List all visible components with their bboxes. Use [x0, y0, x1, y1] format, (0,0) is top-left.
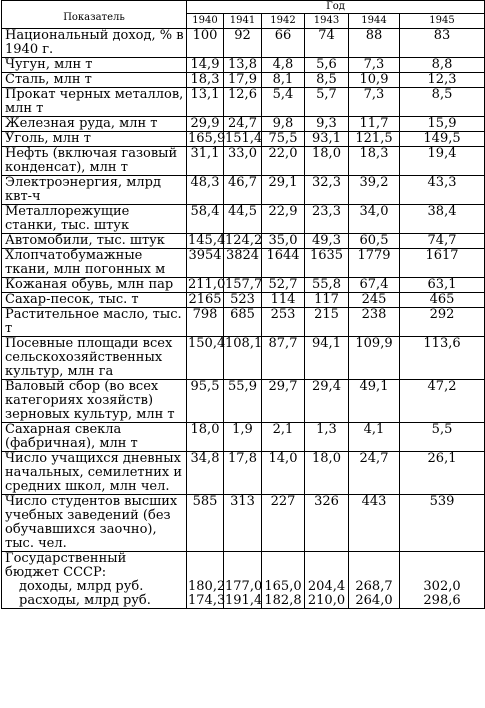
value-cell: 151,4	[225, 131, 263, 146]
table-row	[2, 205, 485, 234]
value-cell: 46,7	[224, 176, 262, 205]
value-cell: 52,7	[262, 278, 305, 293]
value-cell: 215	[305, 308, 349, 337]
value-cell: 87,7	[262, 337, 305, 380]
value-cell: 55,8	[305, 278, 349, 293]
table-row	[2, 308, 485, 337]
value-cell: 93,1	[305, 132, 349, 147]
value-cell: 124,2	[225, 233, 263, 248]
table-row	[2, 29, 485, 58]
value-cell: 67,4	[349, 278, 400, 293]
value-cell: 31,1	[187, 147, 224, 176]
value-cell: 95,5	[187, 380, 224, 423]
value-cell: 1635	[305, 249, 349, 278]
indicator-label: Кожаная обувь, млн пар	[2, 278, 187, 293]
value-cell: 8,1	[262, 73, 305, 88]
budget-expense-value: 264,0	[355, 593, 393, 608]
value-cell: 49,1	[349, 380, 400, 423]
value-cell: 47,2	[400, 380, 485, 423]
statistics-table	[1, 0, 485, 609]
value-cell: 245	[349, 293, 400, 308]
indicator-label: Уголь, млн т	[2, 132, 187, 147]
value-cell: 2165	[188, 292, 222, 307]
value-cell: 8,5	[400, 88, 485, 117]
value-cell: 523	[224, 293, 262, 308]
value-cell: 150,4	[187, 337, 224, 380]
budget-expense-value: 182,8	[264, 593, 302, 608]
value-cell: 100	[187, 29, 224, 58]
value-cell: 1,3	[305, 423, 349, 452]
value-cell: 3954	[187, 249, 224, 278]
value-cell: 3824	[224, 249, 262, 278]
value-cell: 1617	[400, 249, 485, 278]
value-cell: 121,5	[349, 132, 400, 147]
table-body	[2, 29, 485, 609]
indicator-label: Железная руда, млн т	[2, 117, 187, 132]
budget-income-value: 204,4	[307, 579, 346, 594]
table-row	[2, 58, 485, 73]
indicator-label: Сахарная свекла (фабричная), млн т	[2, 423, 187, 452]
value-cell: 23,3	[305, 205, 349, 234]
budget-expense-value: 174,3	[188, 593, 226, 608]
value-cell: 58,4	[187, 205, 224, 234]
indicator-label: Сахар-песок, тыс. т	[2, 293, 187, 308]
value-cell: 60,5	[349, 234, 400, 249]
value-cell: 5,7	[305, 88, 349, 117]
value-cell: 34,0	[349, 205, 400, 234]
value-cell: 22,9	[262, 205, 305, 234]
year-group-header: Год	[187, 1, 485, 14]
value-cell: 326	[305, 495, 349, 552]
value-cell: 29,4	[305, 380, 349, 423]
value-cell: 12,6	[224, 88, 262, 117]
value-cell: 18,3	[349, 147, 400, 176]
budget-value-cell	[305, 552, 349, 609]
indicator-label: Число студентов высших учебных заведений (без обучавшихся заочно), тыс. чел.	[2, 495, 187, 552]
indicator-header: Показатель	[2, 1, 187, 29]
value-cell: 13,1	[187, 88, 224, 117]
value-cell: 145,4	[188, 233, 226, 248]
value-cell: 34,8	[187, 452, 224, 495]
budget-income-label: доходы, млрд руб.	[19, 579, 144, 594]
value-cell: 109,9	[349, 337, 400, 380]
budget-title: Государственный бюджет СССР:	[5, 551, 127, 580]
budget-income-value: 180,2	[188, 579, 226, 594]
value-cell: 29,7	[262, 380, 305, 423]
value-cell: 108,1	[224, 337, 262, 380]
value-cell: 2,1	[262, 423, 305, 452]
value-cell: 19,4	[400, 147, 485, 176]
value-cell: 539	[400, 495, 485, 552]
value-cell: 114	[262, 293, 305, 308]
indicator-label: Автомобили, тыс. штук	[2, 234, 187, 249]
budget-value-cell	[262, 552, 305, 609]
value-cell: 585	[187, 495, 224, 552]
value-cell: 29,9	[187, 117, 224, 132]
budget-expense-label: расходы, млрд руб.	[19, 593, 151, 608]
indicator-label: Металлорежущие станки, тыс. штук	[2, 205, 187, 234]
value-cell: 92	[224, 29, 262, 58]
value-cell: 83	[400, 29, 485, 58]
year-header: 1940	[187, 14, 224, 29]
value-cell: 8,8	[400, 58, 485, 73]
indicator-label: Число учащихся дневных начальных, семилетних и средних школ, млн чел.	[2, 452, 187, 495]
value-cell: 24,7	[224, 117, 262, 132]
value-cell: 157,7	[225, 277, 263, 292]
value-cell: 5,6	[305, 58, 349, 73]
value-cell: 227	[262, 495, 305, 552]
value-cell: 292	[400, 308, 485, 337]
value-cell: 74	[305, 29, 349, 58]
value-cell: 211,0	[188, 277, 226, 292]
value-cell: 18,0	[305, 147, 349, 176]
budget-expense-value: 298,6	[423, 593, 461, 608]
value-cell: 798	[187, 308, 224, 337]
budget-value-cell	[187, 552, 224, 609]
value-cell: 18,3	[187, 73, 224, 88]
value-cell: 5,4	[262, 88, 305, 117]
value-cell: 313	[224, 495, 262, 552]
indicator-label: Валовый сбор (во всех категориях хозяйств) зерновых культур, млн т	[2, 380, 187, 423]
value-cell: 18,0	[187, 423, 224, 452]
value-cell: 63,1	[400, 278, 485, 293]
value-cell: 1779	[349, 249, 400, 278]
budget-value-cell	[400, 552, 485, 609]
value-cell: 113,6	[400, 337, 485, 380]
value-cell: 4,1	[349, 423, 400, 452]
table-row	[2, 337, 485, 380]
value-cell: 238	[349, 308, 400, 337]
value-cell: 10,9	[349, 73, 400, 88]
value-cell: 165,9	[188, 131, 226, 146]
table-row	[2, 293, 485, 308]
indicator-label: Прокат черных металлов, млн т	[2, 88, 187, 117]
value-cell: 94,1	[305, 337, 349, 380]
value-cell: 9,3	[305, 117, 349, 132]
value-cell: 1644	[262, 249, 305, 278]
value-cell: 74,7	[400, 234, 485, 249]
year-header: 1941	[224, 14, 262, 29]
year-header: 1942	[262, 14, 305, 29]
value-cell: 14,0	[262, 452, 305, 495]
value-cell: 12,3	[400, 73, 485, 88]
budget-label-cell	[2, 552, 187, 609]
value-cell: 18,0	[305, 452, 349, 495]
value-cell: 44,5	[224, 205, 262, 234]
table-row	[2, 423, 485, 452]
value-cell: 7,3	[349, 58, 400, 73]
value-cell: 4,8	[262, 58, 305, 73]
budget-expense-value: 210,0	[307, 593, 346, 608]
value-cell: 11,7	[349, 117, 400, 132]
table-row	[2, 117, 485, 132]
header-row-top	[2, 1, 485, 14]
indicator-label: Хлопчатобумажные ткани, млн погонных м	[2, 249, 187, 278]
value-cell: 43,3	[400, 176, 485, 205]
value-cell: 38,4	[400, 205, 485, 234]
table-row	[2, 495, 485, 552]
budget-income-value: 268,7	[355, 579, 393, 594]
table-row	[2, 278, 485, 293]
table-row	[2, 73, 485, 88]
budget-value-cell	[224, 552, 262, 609]
indicator-label: Растительное масло, тыс. т	[2, 308, 187, 337]
value-cell: 443	[349, 495, 400, 552]
value-cell: 33,0	[224, 147, 262, 176]
budget-expense-value: 191,4	[225, 593, 263, 608]
year-header: 1944	[349, 14, 400, 29]
table-row	[2, 88, 485, 117]
value-cell: 17,9	[224, 73, 262, 88]
value-cell: 39,2	[349, 176, 400, 205]
value-cell: 14,9	[187, 58, 224, 73]
value-cell: 48,3	[187, 176, 224, 205]
value-cell: 465	[400, 293, 485, 308]
value-cell: 49,3	[305, 234, 349, 249]
year-header: 1945	[400, 14, 485, 29]
value-cell: 75,5	[262, 132, 305, 147]
value-cell: 253	[262, 308, 305, 337]
value-cell: 29,1	[262, 176, 305, 205]
table-row	[2, 452, 485, 495]
year-header: 1943	[305, 14, 349, 29]
value-cell: 13,8	[224, 58, 262, 73]
value-cell: 149,5	[400, 132, 485, 147]
budget-income-value: 165,0	[264, 579, 302, 594]
value-cell: 8,5	[305, 73, 349, 88]
budget-row	[2, 552, 485, 609]
value-cell: 1,9	[224, 423, 262, 452]
table-row	[2, 234, 485, 249]
table-row	[2, 147, 485, 176]
value-cell: 15,9	[400, 117, 485, 132]
value-cell: 66	[262, 29, 305, 58]
value-cell: 55,9	[224, 380, 262, 423]
budget-income-value: 177,0	[225, 579, 263, 594]
value-cell: 26,1	[400, 452, 485, 495]
value-cell: 7,3	[349, 88, 400, 117]
value-cell: 88	[349, 29, 400, 58]
indicator-label: Национальный доход, % в 1940 г.	[2, 29, 187, 58]
value-cell: 5,5	[400, 423, 485, 452]
value-cell: 22,0	[262, 147, 305, 176]
value-cell: 32,3	[305, 176, 349, 205]
table-row	[2, 249, 485, 278]
value-cell: 9,8	[262, 117, 305, 132]
table-row	[2, 132, 485, 147]
value-cell: 117	[305, 293, 349, 308]
budget-income-value: 302,0	[423, 579, 461, 594]
table-row	[2, 176, 485, 205]
indicator-label: Чугун, млн т	[2, 58, 187, 73]
value-cell: 17,8	[224, 452, 262, 495]
indicator-label: Сталь, млн т	[2, 73, 187, 88]
indicator-label: Электроэнергия, млрд квт-ч	[2, 176, 187, 205]
value-cell: 24,7	[349, 452, 400, 495]
budget-value-cell	[349, 552, 400, 609]
table-row	[2, 380, 485, 423]
value-cell: 685	[224, 308, 262, 337]
indicator-label: Нефть (включая газовый конденсат), млн т	[2, 147, 187, 176]
value-cell: 35,0	[262, 234, 305, 249]
indicator-label: Посевные площади всех сельскохозяйственных культур, млн га	[2, 337, 187, 380]
